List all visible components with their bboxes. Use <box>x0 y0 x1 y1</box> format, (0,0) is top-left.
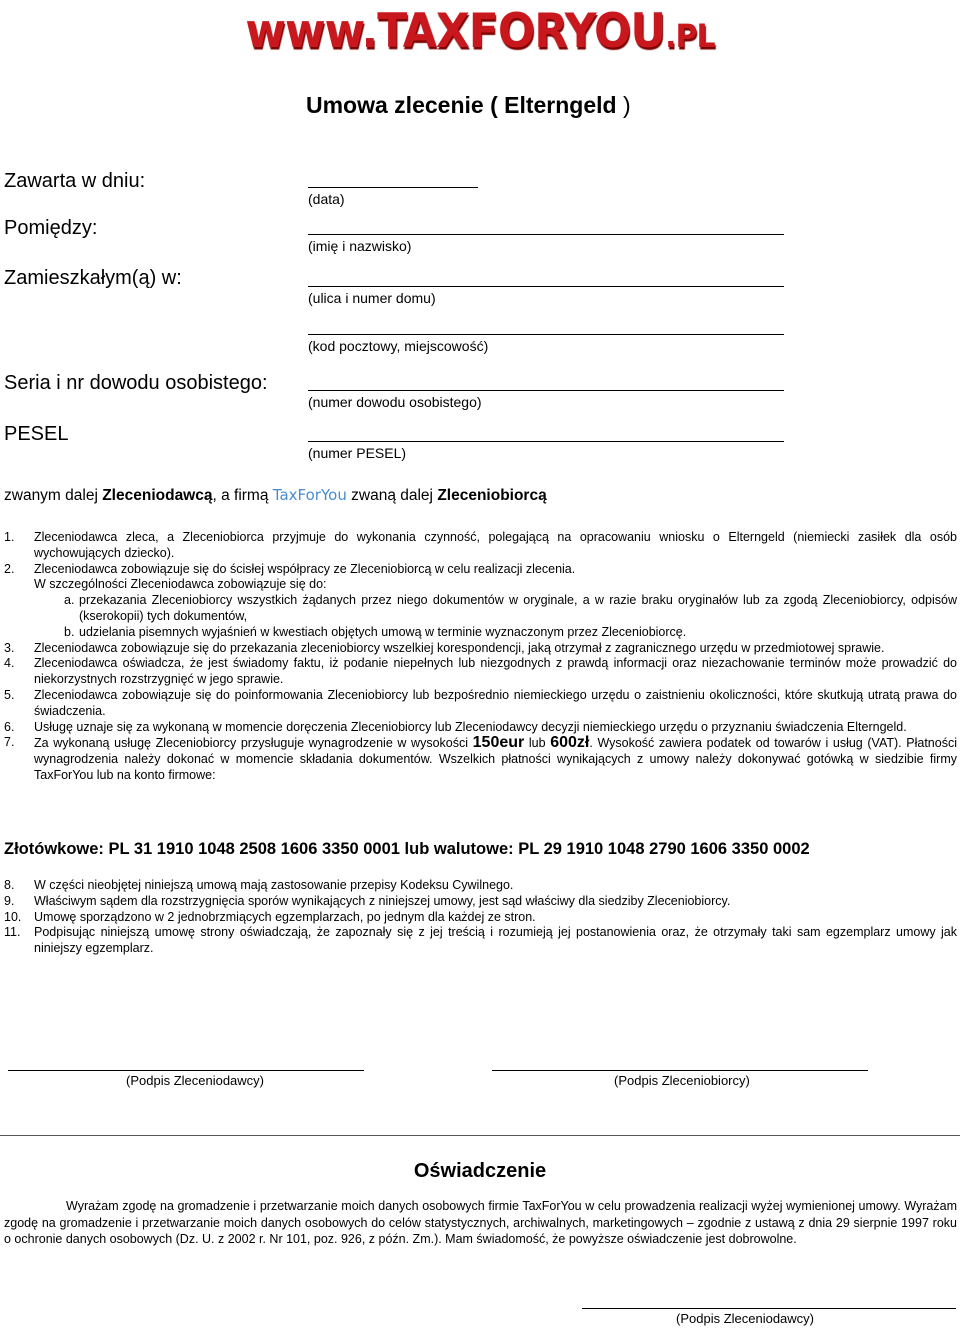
clause-3 <box>4 641 957 657</box>
id-number-caption: (numer dowodu osobistego) <box>308 394 482 410</box>
id-number-line <box>308 390 784 391</box>
pesel-caption: (numer PESEL) <box>308 445 407 461</box>
parties-zleceniobiorca: Zleceniobiorcą <box>437 487 547 504</box>
clause-2 <box>4 562 957 578</box>
clause-2-intro: W szczególności Zleceniodawca zobowiązuje się do: <box>34 577 327 592</box>
date-field[interactable] <box>308 187 478 207</box>
logo-main: www.TAXFORYOU <box>245 3 666 60</box>
subclause-text: udzielania pisemnych wyjaśnień w kwestiach objętych umową w terminie wyznaczonym przez Zleceniobiorcę. <box>79 624 687 639</box>
clause-text: Zleceniodawca oświadcza, że jest świadomy faktu, iż podanie niepełnych lub niezgodnych z prawdą informacji oraz niezachowanie terminów może prowadzić do niekorzystnych rozstrzygnięć w jego sprawie. <box>34 656 957 687</box>
clause-8 <box>4 878 957 894</box>
clause-number: 8. <box>4 878 15 892</box>
signature-line-zleceniobiorcy[interactable] <box>492 1070 868 1071</box>
clause-2b <box>4 625 957 641</box>
clause-number: 11. <box>4 925 21 940</box>
clause-11 <box>4 925 957 957</box>
clause-number: 10. <box>4 909 22 924</box>
clause-9 <box>4 894 957 910</box>
clause-10 <box>4 910 957 926</box>
street-line <box>308 286 784 287</box>
statement-signature-line[interactable] <box>582 1308 956 1309</box>
clause-text: Zleceniodawca zobowiązuje się do ścisłej współpracy ze Zleceniobiorcą w celu realizacji zlecenia. <box>34 561 576 576</box>
brand-name: TaxForYou <box>272 486 347 504</box>
statement-signature-caption: (Podpis Zleceniodawcy) <box>676 1311 815 1326</box>
clause-7-text-1: Za wykonaną usługę Zleceniobiorcy przysługuje wynagrodzenie w wysokości <box>34 736 473 751</box>
clause-7 <box>4 735 957 783</box>
parties-sentence <box>4 486 547 505</box>
postal-caption: (kod pocztowy, miejscowość) <box>308 338 489 354</box>
signature-caption-zleceniobiorcy: (Podpis Zleceniobiorcy) <box>614 1073 750 1088</box>
title-close: ) <box>616 92 631 118</box>
clause-text: Zleceniodawca zleca, a Zleceniobiorca przyjmuje do wykonania czynność, polegającą na opracowaniu wniosku o Elterngeld (niemiecki zasiłek dla osób wychowujących dziecko). <box>34 530 957 560</box>
clause-number: 2. <box>4 561 15 576</box>
clause-1 <box>4 530 957 562</box>
label-pomiedzy: Pomiędzy: <box>4 217 98 239</box>
date-caption: (data) <box>308 191 345 207</box>
clause-number: 6. <box>4 719 15 734</box>
name-line <box>308 234 784 235</box>
clauses-list-2 <box>4 878 957 957</box>
subclause-letter: b. <box>64 624 75 639</box>
clause-text: Umowę sporządzono w 2 jednobrzmiących egzemplarzach, po jednym dla każdej ze stron. <box>34 909 536 924</box>
clause-text: Usługę uznaje się za wykonaną w momencie doręczenia Zleceniobiorcy lub Zleceniodawcy decyzji niemieckiego urzędu o przyznaniu świadczenia Elterngeld. <box>34 719 907 734</box>
label-seria: Seria i nr dowodu osobistego: <box>4 372 268 394</box>
clause-number: 4. <box>4 656 15 671</box>
subclause-letter: a. <box>64 593 75 608</box>
parties-text-3: zwaną dalej <box>346 487 438 504</box>
date-line <box>308 187 478 188</box>
section-divider <box>0 1135 960 1136</box>
clause-4 <box>4 656 957 688</box>
clause-7-text-3: . Wysokość zawiera podatek od towarów i usług (VAT). Płatności wynagrodzenia należy dokonać w momencie składania dokumentów. Wszelkich płatności wynikających z umowy należy dokonywać gotówką w siedzibie firmy TaxForYou lub na konto firmowe: <box>34 736 957 782</box>
clause-text: Właściwym sądem dla rozstrzygnięcia sporów wynikających z niniejszej umowy, jest sąd właściwy dla siedziby Zleceniobiorcy. <box>34 893 731 908</box>
title-main: Umowa zlecenie ( Elterngeld <box>306 92 617 118</box>
clause-text <box>34 735 957 783</box>
pesel-line <box>308 441 784 442</box>
signature-line-zleceniodawcy[interactable] <box>8 1070 364 1071</box>
page-title <box>306 92 631 119</box>
clause-6 <box>4 720 957 736</box>
clause-7-text-2: lub <box>524 736 551 751</box>
clause-number: 9. <box>4 893 15 908</box>
clause-number: 5. <box>4 687 15 702</box>
subclause-text: przekazania Zleceniobiorcy wszystkich żądanych przez niego dokumentów w oryginale, a w razie braku oryginałów lub za zgodą Zleceniobiorcy, odpisów (kserokopii) tych dokumentów, <box>79 593 957 623</box>
signature-caption-zleceniodawcy: (Podpis Zleceniodawcy) <box>126 1073 265 1088</box>
clause-5 <box>4 688 957 720</box>
clause-text: Zleceniodawca zobowiązuje się do poinformowania Zleceniobiorcy lub bezpośrednio niemieckiego urzędu o zaistnieniu okoliczności, które skutkują utratą prawa do świadczenia. <box>34 687 957 718</box>
clauses-list <box>4 530 957 784</box>
statement-body: Wyrażam zgodę na gromadzenie i przetwarzanie moich danych osobowych firmie TaxForYou w celu prowadzenia realizacji wyżej wymienionej umowy. Wyrażam zgodę na gromadzenie i przetwarzanie moich danych osobowych do celów statystycznych, archiwalnych, marketingowych – zgodnie z ustawą z dnia 29 sierpnie 1997 roku o ochronie danych osobowych (Dz. U. z 2002 r. Nr 101, poz. 926, z późn. Zm.). Mam świadomość, że powyższe oświadczenie jest dobrowolne. <box>4 1199 957 1246</box>
logo-suffix: .PL <box>665 18 715 56</box>
logo-text <box>245 4 714 59</box>
clause-number: 3. <box>4 640 15 655</box>
price-eur: 150eur <box>472 734 525 752</box>
clause-text: Podpisując niniejszą umowę strony oświadczają, że zapoznały się z jej treścią i rozumieją jej postanowienia oraz, że otrzymały taki sam egzemplarz umowy jak niniejszy egzemplarz. <box>34 925 957 956</box>
label-zawarta: Zawarta w dniu: <box>4 170 146 192</box>
parties-zleceniodawca: Zleceniodawcą <box>102 487 213 504</box>
clause-number: 1. <box>4 530 15 544</box>
street-caption: (ulica i numer domu) <box>308 290 436 306</box>
clause-number: 7. <box>4 735 15 750</box>
parties-text-2: , a firmą <box>212 487 273 504</box>
price-pln: 600zł <box>550 734 590 752</box>
parties-text-1: zwanym dalej <box>4 487 103 504</box>
street-field[interactable] <box>308 286 784 306</box>
label-zamieszkaly: Zamieszkałym(ą) w: <box>4 267 182 289</box>
name-caption: (imię i nazwisko) <box>308 238 412 254</box>
name-field[interactable] <box>308 234 784 254</box>
statement-title: Oświadczenie <box>413 1160 547 1182</box>
id-number-field[interactable] <box>308 390 784 410</box>
logo <box>0 3 960 60</box>
postal-line <box>308 334 784 335</box>
postal-field[interactable] <box>308 334 784 354</box>
label-pesel: PESEL <box>4 423 69 445</box>
clause-text: W części nieobjętej niniejszą umową mają zastosowanie przepisy Kodeksu Cywilnego. <box>34 878 514 892</box>
clause-2a <box>4 593 957 625</box>
bank-accounts: Złotówkowe: PL 31 1910 1048 2508 1606 3350 0001 lub walutowe: PL 29 1910 1048 2790 1606 3350 0002 <box>4 840 810 858</box>
pesel-field[interactable] <box>308 441 784 461</box>
clause-text: Zleceniodawca zobowiązuje się do przekazania zleceniobiorcy wszelkiej korespondencji, jaką otrzymał z zagranicznego urzędu w przedmiotowej sprawie. <box>34 640 885 655</box>
